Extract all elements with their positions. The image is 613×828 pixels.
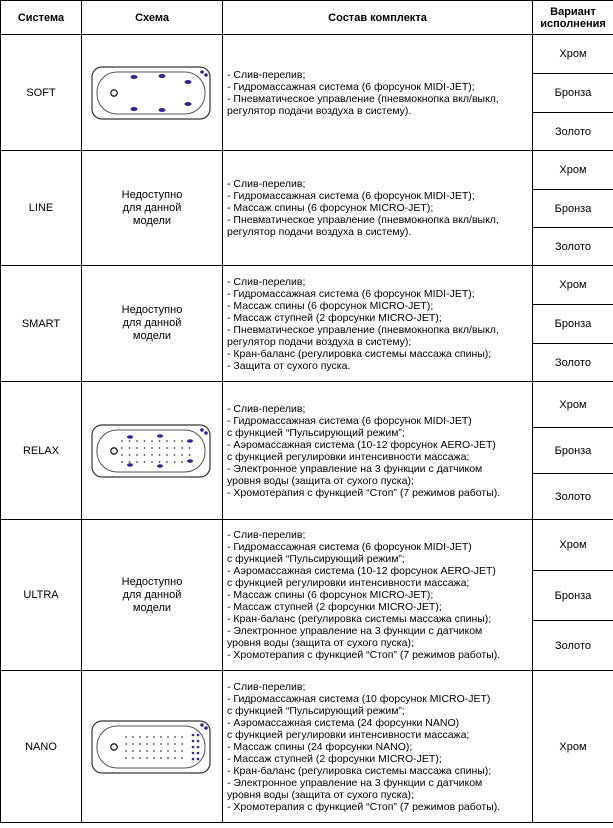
composition-line: - Слив-перелив;	[227, 68, 306, 81]
composition-line: - Слив-перелив;	[227, 402, 306, 415]
composition-line: - Хромотерапия с функцией “Стоп” (7 режимов работы).	[227, 649, 501, 661]
table-row	[1, 382, 613, 428]
composition-line: - Гидромассажная система (6 форсунок MIDI-JET);	[227, 80, 475, 93]
composition-line: уровня воды (защита от сухого пуска);	[227, 788, 414, 801]
composition-line: - Электронное управление на 3 функции с датчиком	[227, 776, 483, 789]
finish-option: Хром	[533, 520, 613, 571]
finish-option: Хром	[533, 671, 613, 823]
not-available-text: для данной	[122, 317, 182, 329]
finish-option: Золото	[533, 621, 613, 671]
not-available-text: модели	[132, 330, 172, 342]
composition-cell	[223, 520, 533, 671]
composition-line: уровня воды (защита от сухого пуска);	[227, 474, 414, 487]
composition-line: регулятор подачи воздуха в систему).	[227, 104, 412, 117]
composition-line: - Хромотерапия с функцией “Стоп” (7 режимов работы).	[227, 800, 501, 813]
bathtub-diagram-icon	[90, 717, 214, 777]
composition-line: с функцией “Пульсирующий режим”;	[227, 553, 405, 565]
finish-option: Хром	[533, 151, 613, 190]
composition-line: - Слив-перелив;	[227, 680, 306, 693]
table-row	[1, 520, 613, 571]
not-available-text: модели	[132, 214, 172, 227]
composition-cell	[223, 35, 533, 151]
bathtub-diagram-icon	[90, 63, 214, 123]
composition-cell	[223, 266, 533, 382]
finish-option: Хром	[533, 35, 613, 74]
table-row	[1, 671, 613, 823]
table-row	[1, 151, 613, 190]
finish-option: Бронза	[533, 428, 613, 474]
composition-line: - Электронное управление на 3 функции с датчиком	[227, 625, 483, 637]
system-name: RELAX	[1, 382, 82, 520]
composition-line: - Гидромассажная система (6 форсунок MIDI-JET);	[227, 190, 475, 202]
composition-line: - Гидромассажная система (6 форсунок MIDI-JET);	[227, 287, 475, 300]
composition-line: уровня воды (защита от сухого пуска);	[227, 637, 414, 649]
header-row	[1, 1, 613, 35]
system-name: LINE	[1, 151, 82, 266]
system-name: SOFT	[1, 35, 82, 151]
composition-line: - Хромотерапия с функцией “Стоп” (7 режимов работы).	[227, 486, 501, 499]
not-available-text: для данной	[122, 588, 182, 601]
finish-option: Золото	[533, 344, 613, 382]
not-available-text: модели	[132, 601, 172, 614]
composition-line: регулятор подачи воздуха в систему);	[227, 335, 412, 348]
composition-line: с функцией регулировки интенсивности массажа;	[227, 450, 470, 463]
composition-cell	[223, 382, 533, 520]
not-available-text: для данной	[122, 201, 182, 214]
composition-line: - Слив-перелив;	[227, 529, 306, 541]
finish-option: Хром	[533, 266, 613, 305]
composition-line: - Пневматическое управление (пневмокнопка вкл/выкл,	[227, 214, 499, 226]
composition-line: - Массаж ступней (2 форсунки MICRO-JET);	[227, 752, 442, 765]
composition-line: с функцией “Пульсирующий режим”;	[227, 426, 405, 439]
finish-option: Бронза	[533, 74, 613, 113]
header-scheme: Схема	[82, 1, 223, 35]
scheme-cell	[82, 671, 223, 823]
composition-line: - Кран-баланс (регулировка системы массажа спины);	[227, 347, 492, 360]
system-name: NANO	[1, 671, 82, 823]
not-available-text: Недоступно	[121, 575, 183, 588]
finish-option: Хром	[533, 382, 613, 428]
table-body	[1, 35, 613, 823]
composition-line: с функцией “Пульсирующий режим”;	[227, 704, 405, 717]
composition-line: - Слив-перелив;	[227, 178, 306, 190]
scheme-cell	[82, 266, 223, 382]
composition-line: - Гидромассажная система (10 форсунок MICRO-JET)	[227, 692, 491, 705]
composition-line: с функцией регулировки интенсивности массажа;	[227, 577, 470, 589]
composition-line: - Кран-баланс (регулировка системы массажа спины);	[227, 613, 492, 625]
composition-line: - Аэромассажная система (24 форсунки NANO)	[227, 716, 460, 729]
finish-option: Золото	[533, 474, 613, 520]
composition-line: - Массаж спины (6 форсунок MICRO-JET);	[227, 202, 434, 214]
finish-option: Бронза	[533, 571, 613, 621]
scheme-cell	[82, 382, 223, 520]
composition-line: - Массаж спины (6 форсунок MICRO-JET);	[227, 589, 434, 601]
composition-line: - Аэромассажная система (10-12 форсунок AERO-JET)	[227, 565, 496, 577]
composition-line: - Электронное управление на 3 функции с датчиком	[227, 462, 483, 475]
header-composition: Состав комплекта	[223, 1, 533, 35]
composition-line: - Массаж ступней (2 форсунки MICRO-JET);	[227, 311, 442, 324]
scheme-cell	[82, 151, 223, 266]
composition-line: - Массаж ступней (2 форсунки MICRO-JET);	[227, 601, 442, 613]
composition-line: - Гидромассажная система (6 форсунок MIDI-JET)	[227, 541, 472, 553]
finish-option: Золото	[533, 228, 613, 266]
composition-line: - Пневматическое управление (пневмокнопка вкл/выкл,	[227, 323, 499, 336]
not-available-text: Недоступно	[121, 188, 183, 201]
composition-line: - Гидромассажная система (6 форсунок MIDI-JET)	[227, 414, 472, 427]
composition-cell	[223, 151, 533, 266]
composition-line: - Аэромассажная система (10-12 форсунок AERO-JET)	[227, 438, 496, 451]
composition-line: - Массаж спины (24 форсунки NANO);	[227, 740, 413, 753]
system-name: SMART	[1, 266, 82, 382]
not-available-text: Недоступно	[121, 304, 183, 316]
finish-option: Бронза	[533, 305, 613, 344]
header-variant: Вариант исполнения	[533, 1, 613, 35]
composition-line: - Кран-баланс (регулировка системы массажа спины);	[227, 764, 492, 777]
composition-line: - Защита от сухого пуска.	[227, 359, 351, 372]
scheme-cell	[82, 35, 223, 151]
table-row	[1, 35, 613, 74]
finish-option: Бронза	[533, 190, 613, 228]
bathtub-diagram-icon	[90, 421, 214, 481]
composition-line: с функцией регулировки интенсивности массажа;	[227, 728, 470, 741]
finish-option: Золото	[533, 113, 613, 151]
composition-line: - Массаж спины (6 форсунок MICRO-JET);	[227, 299, 434, 312]
composition-line: - Пневматическое управление (пневмокнопка вкл/выкл,	[227, 92, 499, 105]
composition-cell	[223, 671, 533, 823]
composition-line: регулятор подачи воздуха в систему).	[227, 226, 412, 238]
composition-line: - Слив-перелив;	[227, 275, 306, 288]
header-system: Система	[1, 1, 82, 35]
table-row	[1, 266, 613, 305]
system-name: ULTRA	[1, 520, 82, 671]
scheme-cell	[82, 520, 223, 671]
